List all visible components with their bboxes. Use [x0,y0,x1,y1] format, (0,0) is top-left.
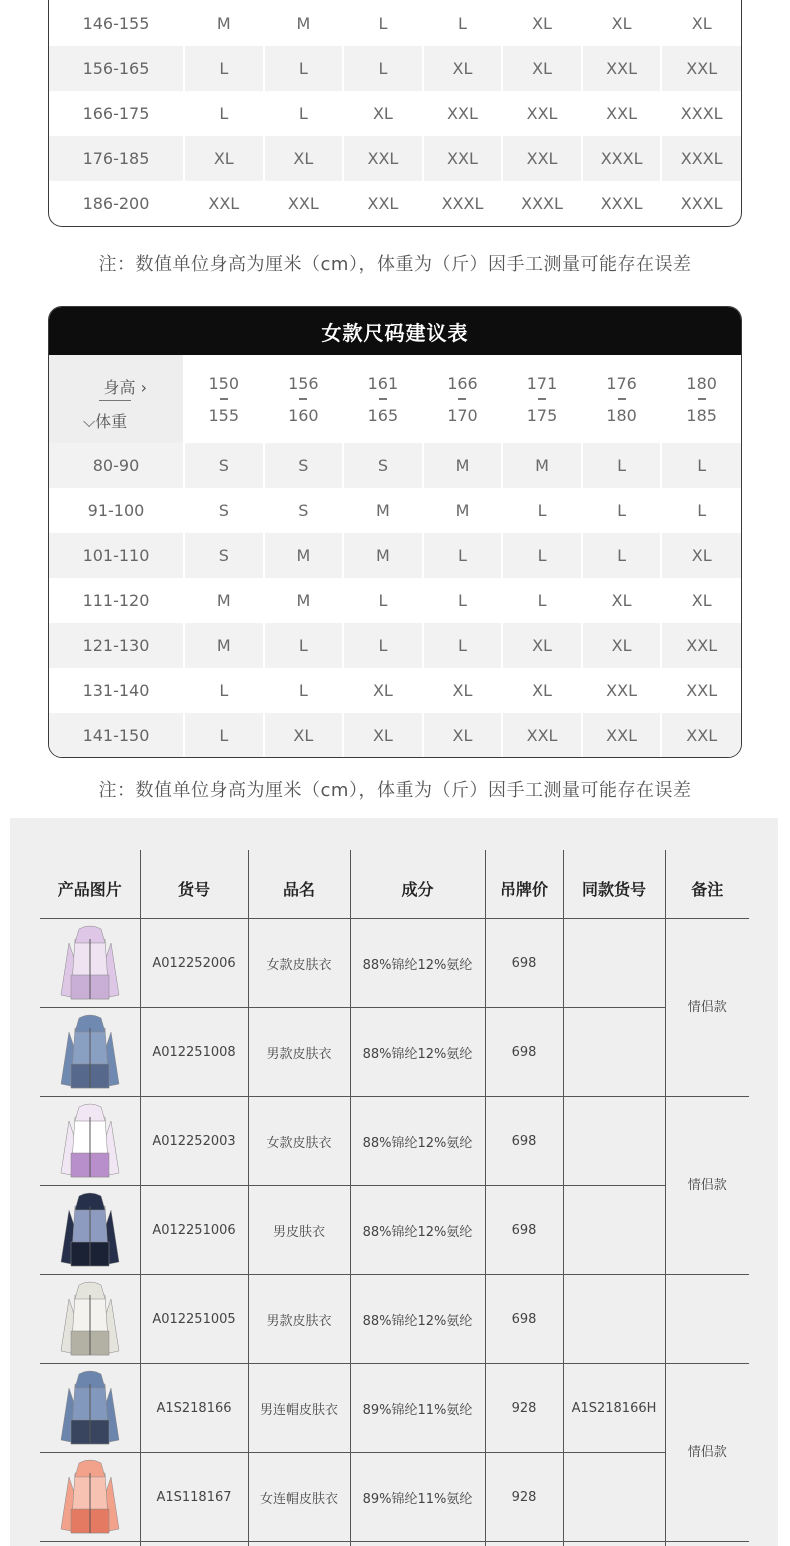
size-cell: XL [502,623,582,668]
price-cell: 698 [485,1186,563,1275]
size-cell: S [184,488,264,533]
material-cell: 88%锦纶12%氨纶 [350,1097,485,1186]
size-cell: M [264,1,344,46]
size-cell: L [582,443,662,488]
same-sku-cell [563,919,665,1008]
size-cell: XL [264,713,344,758]
size-cell: XXL [686,681,718,700]
product-name-cell: 女款皮肤衣 [248,919,350,1008]
size-cell: XXL [661,713,741,758]
size-cell: M [423,488,503,533]
height-range-cell [661,355,741,443]
remark-text: 情侣款 [687,1000,727,1015]
size-cell: L [423,623,503,668]
size-cell: XXL [582,668,662,713]
height-range-cell [423,355,503,443]
table-row [49,488,741,533]
sku-cell: A1S218166 [140,1364,248,1453]
same-sku-cell [563,1186,665,1275]
sku-cell: A012252006 [140,919,248,1008]
size-cell: XXL [264,181,344,226]
size-cell: XXXL [582,181,662,226]
range-dash [299,398,307,400]
product-table [40,850,749,1546]
weight-cell: 146-155 [49,1,184,46]
height-to: 175 [526,405,558,425]
table-row [49,46,741,91]
height-to: 165 [367,405,399,425]
material-cell: 88%锦纶12%氨纶 [350,919,485,1008]
height-to: 155 [208,405,240,425]
size-cell: XXL [582,46,662,91]
product-row [40,1364,749,1453]
size-cell: XXL [343,136,423,181]
size-note-2: 注：数值单位身高为厘米（cm），体重为（斤）因手工测量可能存在误差 [98,780,692,801]
empty-cell [248,1542,350,1546]
product-image-cell [40,1186,140,1275]
material-cell: 89%锦纶11%氨纶 [350,1453,485,1542]
product-name-cell: 男款皮肤衣 [248,1275,350,1364]
height-from: 176 [606,373,637,393]
price-cell: 928 [485,1453,563,1542]
size-cell: XXL [423,91,503,136]
table-row [49,1,741,46]
weight-cell: 166-175 [49,91,184,136]
weight-cell: 80-90 [49,443,184,488]
product-image-cell [40,1008,140,1097]
size-cell: XXL [582,713,662,758]
column-header: 产品图片 [40,850,140,919]
table-row [49,623,741,668]
size-cell: L [502,578,582,623]
jacket-coral-icon [57,1459,123,1535]
size-cell: M [343,488,423,533]
women-table-title: 女款尺码建议表 [49,307,741,355]
product-image-cell [40,1097,140,1186]
table-row [49,443,741,488]
remark-cell [665,1364,749,1542]
sku-cell: A012251006 [140,1186,248,1275]
size-cell: XXXL [502,181,582,226]
weight-cell: 91-100 [49,488,184,533]
size-cell: S [184,443,264,488]
height-from: 150 [208,373,240,393]
size-cell: L [343,46,423,91]
size-cell: XL [343,668,423,713]
weight-cell: 101-110 [49,533,184,578]
column-header: 品名 [248,850,350,919]
size-cell: L [184,91,264,136]
size-cell: XXXL [680,194,723,213]
size-cell: XL [423,668,503,713]
size-cell: M [184,1,264,46]
height-to: 185 [686,405,717,425]
price-cell: 698 [485,1008,563,1097]
remark-text: 情侣款 [687,1178,727,1193]
size-cell: XL [343,713,423,758]
height-to: 170 [447,405,478,425]
size-cell: XL [582,1,662,46]
empty-cell [485,1542,563,1546]
remark-cell [665,919,749,1097]
range-dash [458,398,466,400]
size-cell: L [184,713,264,758]
size-cell: L [423,1,503,46]
size-cell: L [502,488,582,533]
range-dash [698,398,706,400]
product-row [40,1275,749,1364]
size-cell: XXL [343,181,423,226]
range-dash [618,398,626,400]
size-cell: XXL [582,91,662,136]
height-from: 156 [288,373,319,393]
table-row [49,668,741,713]
size-cell: S [184,533,264,578]
size-cell: L [582,488,662,533]
height-from: 161 [367,373,399,393]
range-dash [379,398,387,400]
women-header-row [49,355,741,443]
size-cell: XXL [502,713,582,758]
material-cell: 88%锦纶12%氨纶 [350,1275,485,1364]
size-cell: S [264,488,344,533]
size-cell: M [343,533,423,578]
jacket-white-purple-icon [57,1103,123,1179]
weight-label: ⌵体重 [83,412,128,431]
table-row [49,578,741,623]
remark-cell [665,1097,749,1275]
sku-cell: A012251005 [140,1275,248,1364]
material-cell: 89%锦纶11%氨纶 [350,1364,485,1453]
size-cell: L [343,1,423,46]
size-cell: L [264,46,344,91]
height-to: 160 [288,405,319,425]
size-cell: XL [502,668,582,713]
size-cell: XXXL [680,104,723,123]
size-cell: M [184,578,264,623]
sku-cell: A012252003 [140,1097,248,1186]
table-row [49,713,741,758]
height-range-cell [502,355,582,443]
empty-cell [350,1542,485,1546]
size-cell: M [264,578,344,623]
price-cell: 928 [485,1364,563,1453]
size-cell: XXL [502,91,582,136]
corner-divider [99,400,131,401]
weight-cell: 186-200 [49,181,184,226]
weight-cell: 121-130 [49,623,184,668]
same-sku-cell [563,1275,665,1364]
weight-cell: 111-120 [49,578,184,623]
size-cell: M [423,443,503,488]
price-cell: 698 [485,919,563,1008]
weight-cell: 141-150 [49,713,184,758]
product-row [40,1008,749,1097]
product-image-cell [40,1364,140,1453]
jacket-navy-icon [57,1192,123,1268]
table-row [49,91,741,136]
size-cell: XL [582,578,662,623]
jacket-offwhite-icon [57,1281,123,1357]
product-name-cell: 女款皮肤衣 [248,1097,350,1186]
size-cell: S [343,443,423,488]
size-cell: M [184,623,264,668]
same-sku-cell [563,1453,665,1542]
size-cell: XXXL [423,181,503,226]
men-size-table-card [48,0,742,227]
material-cell: 88%锦纶12%氨纶 [350,1008,485,1097]
sku-cell: A1S118167 [140,1453,248,1542]
women-size-table-card [48,306,742,758]
product-name-cell: 男连帽皮肤衣 [248,1364,350,1453]
column-header: 同款货号 [563,850,665,919]
height-range-cell [184,355,264,443]
same-sku-cell: A1S218166H [563,1364,665,1453]
remark-text: 情侣款 [687,1445,727,1460]
table-corner-cell [49,355,184,443]
jacket-blue-icon [57,1014,123,1090]
height-from: 171 [526,373,558,393]
table-row [49,136,741,181]
weight-cell: 176-185 [49,136,184,181]
men-size-table [49,1,741,226]
material-cell: 88%锦纶12%氨纶 [350,1186,485,1275]
size-cell: XL [184,136,264,181]
size-cell: XL [502,46,582,91]
product-image-cell [40,1542,140,1546]
size-cell: XXXL [661,136,741,181]
size-note: 注：数值单位身高为厘米（cm），体重为（斤）因手工测量可能存在误差 [98,254,692,275]
product-name-cell: 男款皮肤衣 [248,1008,350,1097]
product-row [40,1453,749,1542]
range-dash [220,398,228,400]
height-range-cell [264,355,344,443]
size-cell: L [184,46,264,91]
size-cell: XL [661,533,741,578]
empty-cell [563,1542,665,1546]
size-cell: L [502,533,582,578]
same-sku-cell [563,1008,665,1097]
empty-cell [140,1542,248,1546]
range-dash [538,398,546,400]
size-cell: L [423,533,503,578]
size-cell: XL [691,591,712,610]
product-image-cell [40,1453,140,1542]
table-row [49,533,741,578]
height-range-cell [582,355,662,443]
size-cell: XL [423,713,503,758]
product-name-cell: 男皮肤衣 [248,1186,350,1275]
product-image-cell [40,919,140,1008]
height-range-cell [343,355,423,443]
size-cell: XL [502,1,582,46]
price-cell: 698 [485,1097,563,1186]
product-table-panel [10,818,778,1546]
size-cell: L [423,578,503,623]
product-name-cell: 女连帽皮肤衣 [248,1453,350,1542]
size-cell: XXXL [582,136,662,181]
product-header-row [40,850,749,919]
column-header: 吊牌价 [485,850,563,919]
size-cell: M [502,443,582,488]
size-cell: L [582,533,662,578]
size-cell: XXL [423,136,503,181]
size-cell: XL [582,623,662,668]
product-row [40,1186,749,1275]
size-cell: L [343,623,423,668]
size-cell: L [697,501,707,520]
table-row [49,181,741,226]
same-sku-cell [563,1097,665,1186]
size-cell: M [264,533,344,578]
women-size-table [49,355,741,758]
product-image-cell [40,1275,140,1364]
size-cell: XL [343,91,423,136]
size-cell: L [661,443,741,488]
product-row-partial [40,1542,749,1546]
column-header: 备注 [665,850,749,919]
size-cell: L [264,623,344,668]
sku-cell: A012251008 [140,1008,248,1097]
height-from: 180 [686,373,717,393]
column-header: 货号 [140,850,248,919]
remark-cell [665,1275,749,1364]
empty-cell [665,1542,749,1546]
jacket-pink-icon [57,925,123,1001]
size-cell: XL [423,46,503,91]
size-cell: L [184,668,264,713]
column-header: 成分 [350,850,485,919]
size-cell: L [343,578,423,623]
size-cell: L [264,91,344,136]
price-cell: 698 [485,1275,563,1364]
weight-cell: 131-140 [49,668,184,713]
size-cell: XXL [661,46,741,91]
jacket-steel-blue-icon [57,1370,123,1446]
size-cell: S [264,443,344,488]
size-cell: XXL [661,623,741,668]
weight-cell: 156-165 [49,46,184,91]
size-cell: L [264,668,344,713]
size-cell: XL [264,136,344,181]
size-cell: XL [691,14,712,33]
size-cell: XXL [184,181,264,226]
size-cell: XXL [502,136,582,181]
height-label: 身高 › [103,378,147,397]
product-row [40,919,749,1008]
height-to: 180 [606,405,637,425]
product-row [40,1097,749,1186]
height-from: 166 [447,373,478,393]
